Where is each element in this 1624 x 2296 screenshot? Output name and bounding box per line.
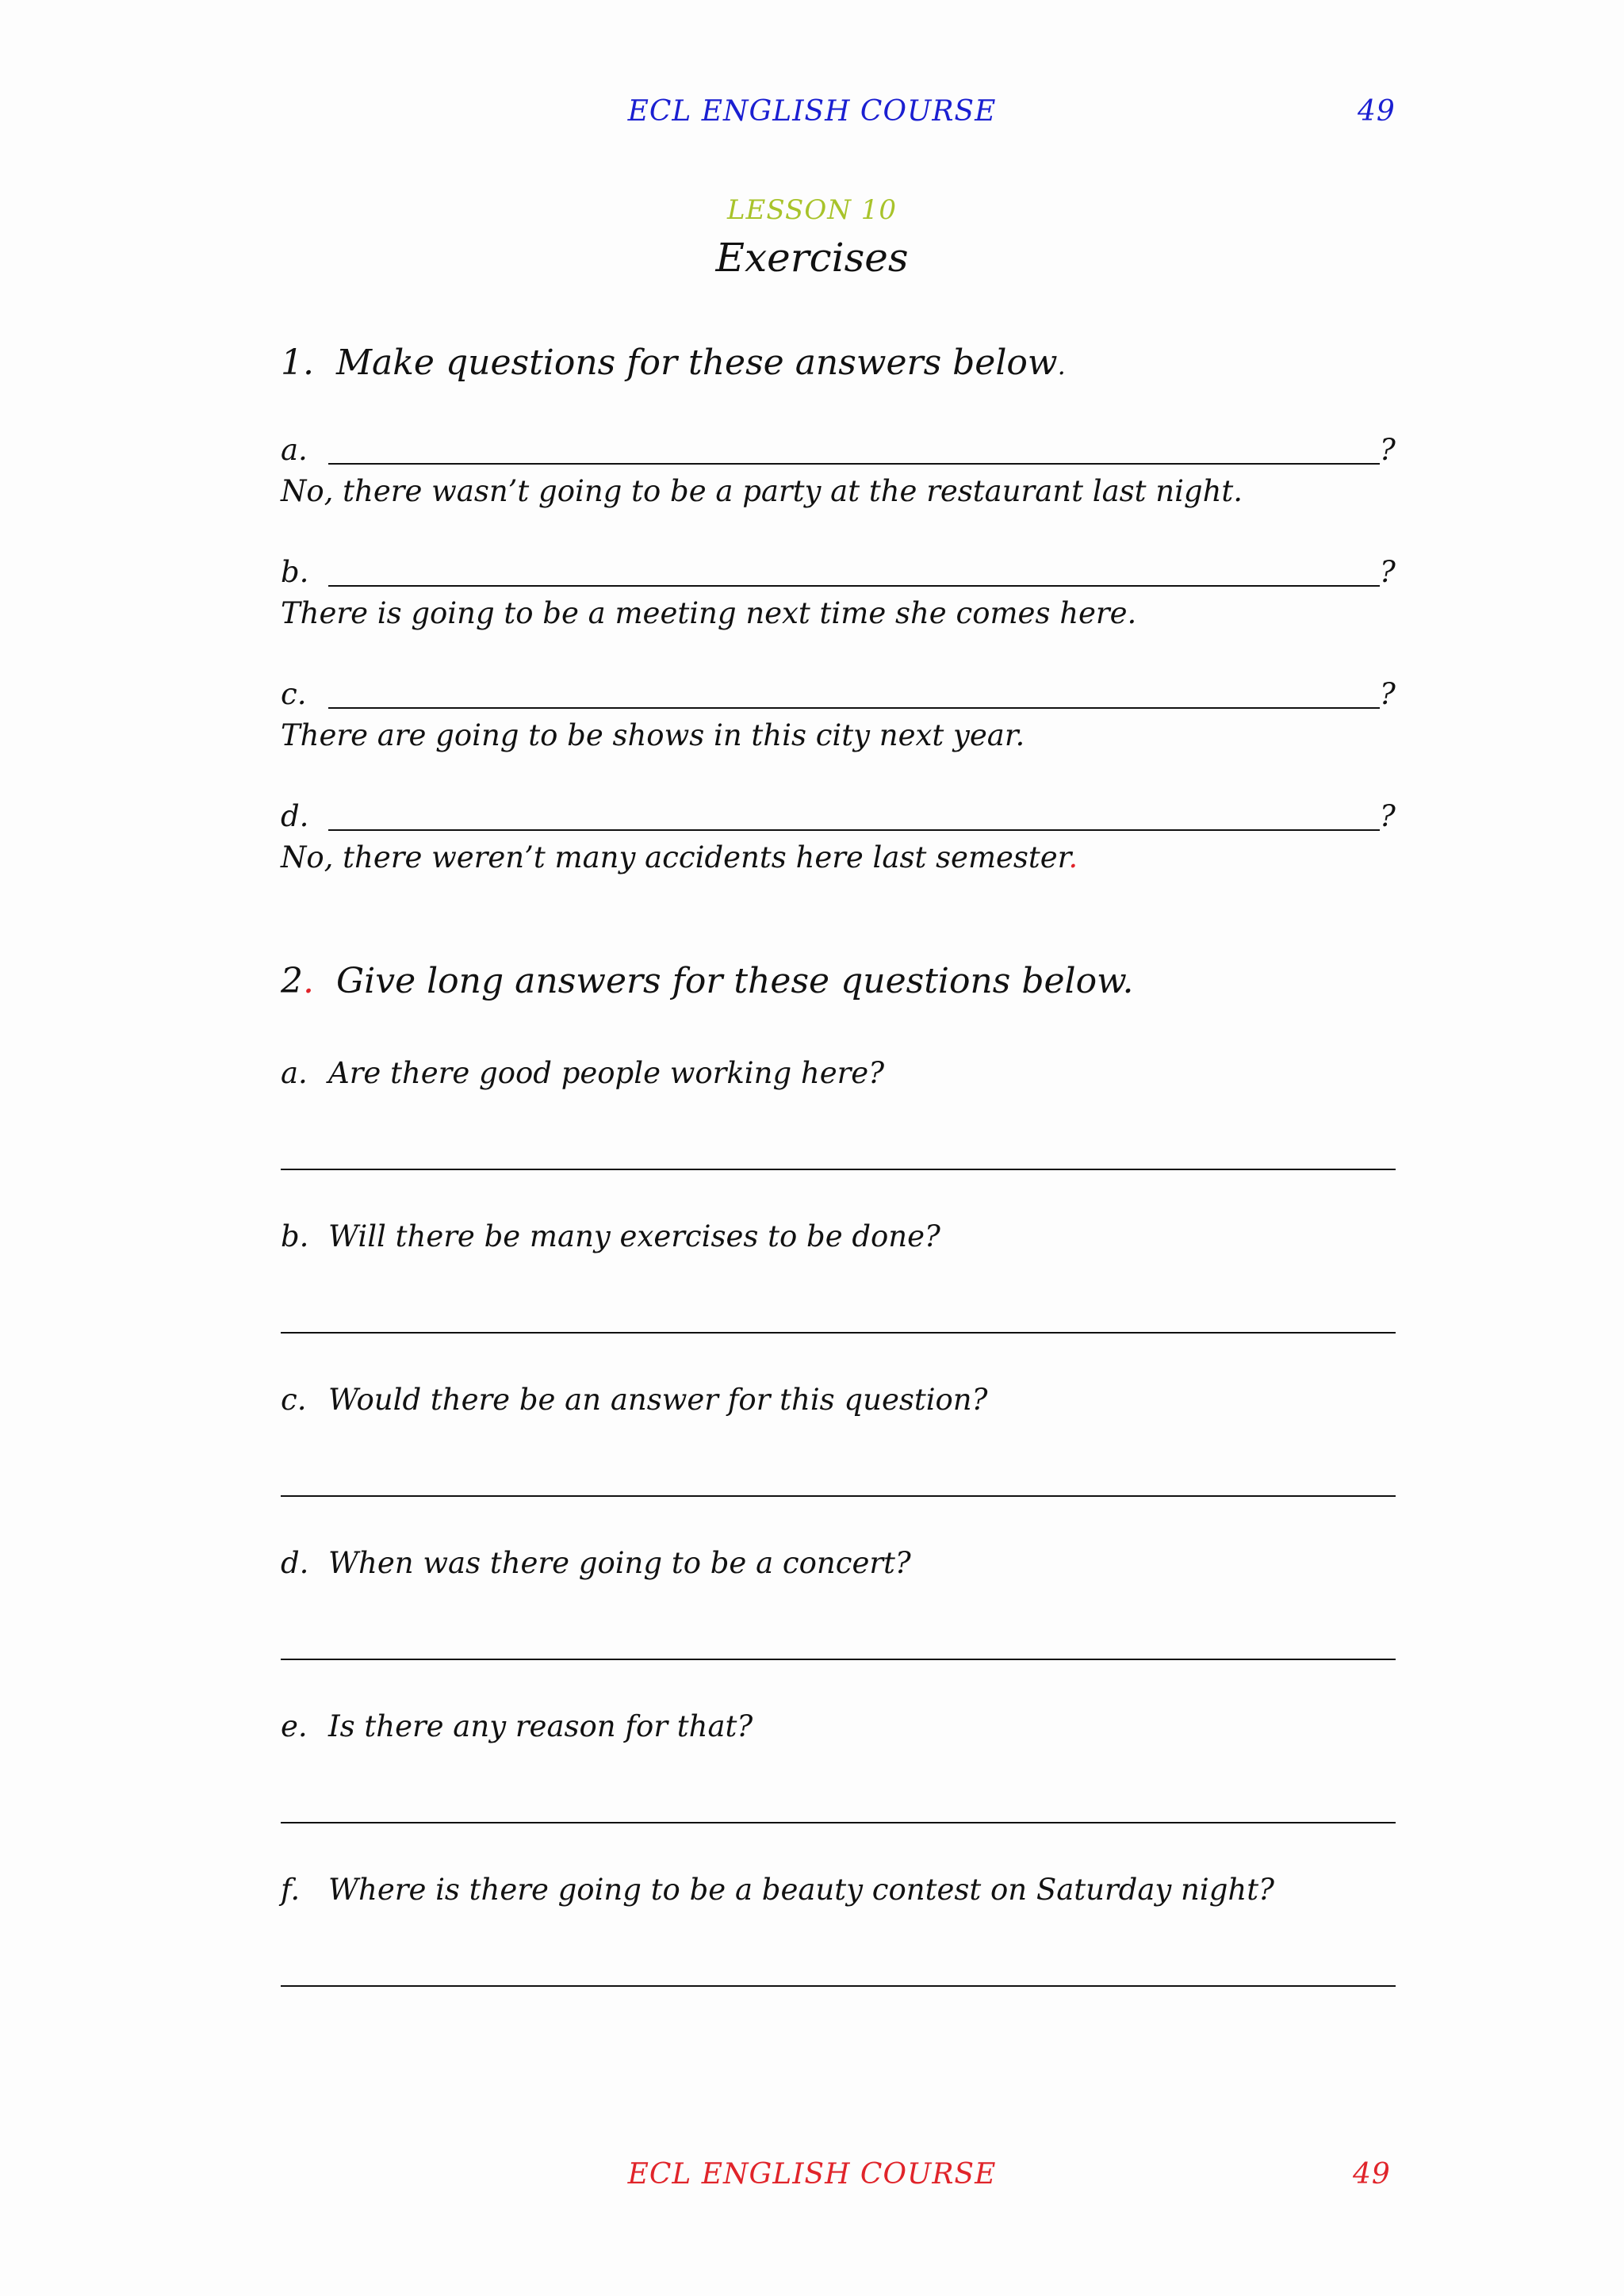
exercise1-heading [281,342,1066,383]
header-page-number: 49 [1358,95,1396,128]
exercise2-item-c-answer-line[interactable] [281,1495,1396,1497]
page-title: Exercises [715,235,909,281]
exercise2-item-a-question: Are there good people working here? [328,1056,885,1090]
exercise2-item-e-question: Is there any reason for that? [328,1709,753,1743]
exercise2-number: 2 [281,961,303,1001]
footer-page-number: 49 [1353,2158,1391,2191]
exercise2-number-dot: . [303,961,314,1001]
exercise2-heading [281,961,1134,1001]
exercise1-item-d-answer [281,840,1078,874]
exercise1-item-b-qmark: ? [1380,555,1396,589]
exercise1-item-b-answer: There is going to be a meeting next time she comes here. [281,596,1137,630]
exercise1-item-d-qmark: ? [1380,799,1396,833]
exercise2-item-d-letter: d. [281,1546,309,1580]
exercise2-item-a-answer-line[interactable] [281,1169,1396,1170]
exercise2-item-b-letter: b. [281,1219,309,1253]
exercise2-item-c-question: Would there be an answer for this question? [328,1383,988,1417]
exercise1-instruction: Make questions for these answers below [335,342,1058,383]
exercise2-item-e-answer-line[interactable] [281,1822,1396,1823]
lesson-label: LESSON 10 [726,194,898,226]
exercise1-instruction-end: . [1057,350,1066,381]
exercise2-instruction: Give long answers for these questions below. [336,961,1134,1001]
exercise1-item-c-answer: There are going to be shows in this city next year. [281,718,1025,752]
exercise1-item-d-blank[interactable] [328,829,1380,831]
header-course-title: ECL ENGLISH COURSE [627,95,997,128]
exercise1-item-a-letter: a. [281,433,308,467]
exercise1-item-b-letter: b. [281,555,309,589]
exercise1-item-d-answer-end: . [1068,840,1078,874]
exercise2-item-a-letter: a. [281,1056,308,1090]
exercise2-item-d-answer-line[interactable] [281,1659,1396,1660]
exercise2-item-e-letter: e. [281,1709,308,1743]
exercise1-item-a-blank[interactable] [328,463,1380,465]
exercise1-item-a-answer: No, there wasn’t going to be a party at the restaurant last night. [281,474,1243,508]
exercise2-item-f-question: Where is there going to be a beauty contest on Saturday night? [328,1873,1274,1907]
exercise2-item-c-letter: c. [281,1383,307,1417]
footer-course-title: ECL ENGLISH COURSE [627,2158,997,2191]
exercise1-item-c-letter: c. [281,677,307,711]
exercise2-item-b-answer-line[interactable] [281,1332,1396,1334]
exercise1-item-b-blank[interactable] [328,585,1380,587]
exercise2-item-b-question: Will there be many exercises to be done? [328,1219,940,1253]
exercise1-item-a-qmark: ? [1380,433,1396,467]
exercise2-item-f-answer-line[interactable] [281,1985,1396,1987]
exercise1-item-c-blank[interactable] [328,707,1380,709]
exercise1-item-d-letter: d. [281,799,309,833]
exercise1-item-c-qmark: ? [1380,677,1396,711]
exercise2-item-f-letter: f. [281,1873,301,1907]
exercise2-item-d-question: When was there going to be a concert? [328,1546,911,1580]
exercise1-item-d-answer-text: No, there weren’t many accidents here last semester [281,840,1069,874]
exercise1-number: 1. [281,342,314,383]
